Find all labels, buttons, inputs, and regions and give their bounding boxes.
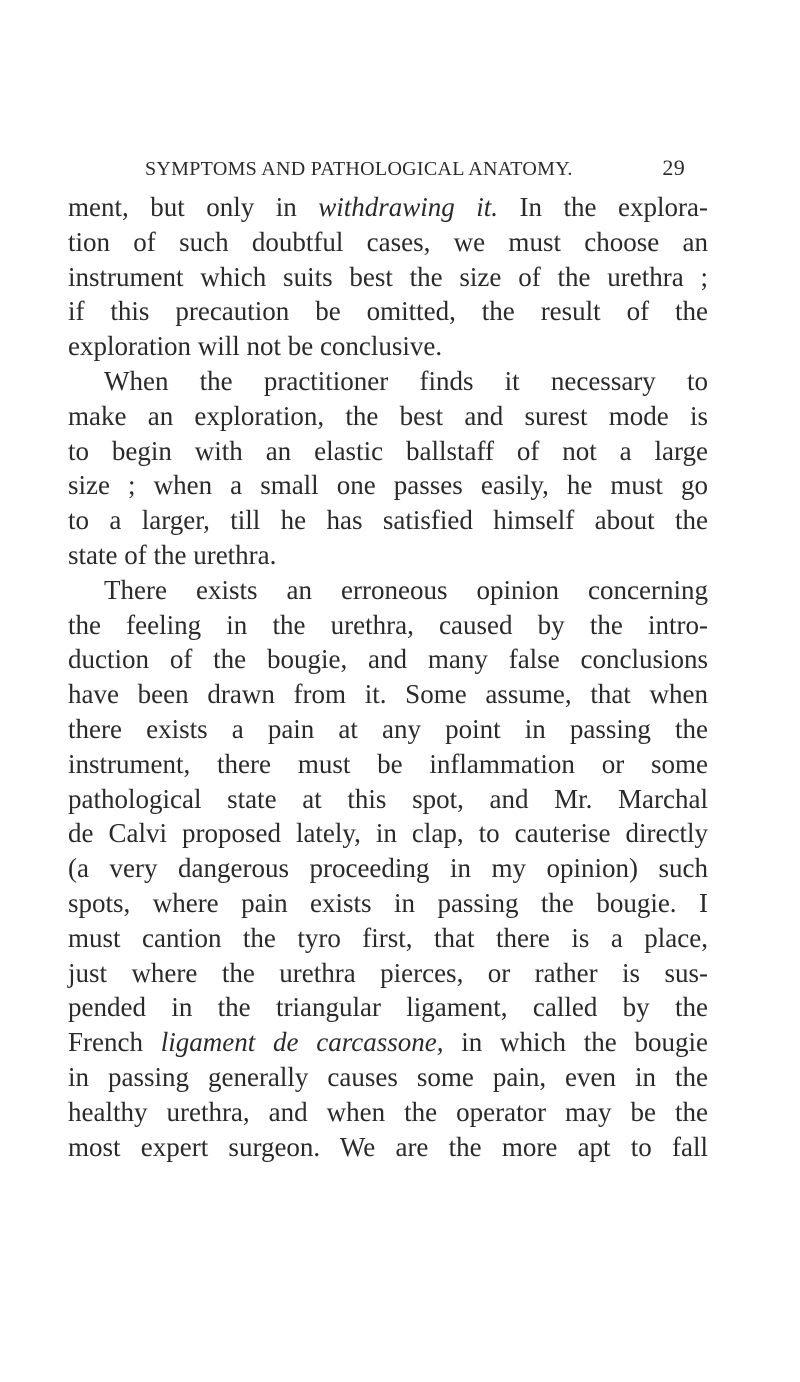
text-line: duction of the bougie, and many false conclusions xyxy=(68,644,708,675)
text-line: spots, where pain exists in passing the bougie. I xyxy=(68,887,708,918)
body-text xyxy=(68,190,708,1164)
running-head xyxy=(145,155,685,181)
text-line: instrument, there must be inflammation or some xyxy=(68,748,708,779)
text-line: instrument which suits best the size of the urethra ; xyxy=(68,261,708,292)
text-line: have been drawn from it. Some assume, that when xyxy=(68,679,708,710)
text-line: size ; when a small one passes easily, he must go xyxy=(68,470,708,501)
text-line: When the practitioner finds it necessary to xyxy=(104,365,708,396)
text-line: make an exploration, the best and surest mode is xyxy=(68,400,708,431)
text-line: tion of such doubtful cases, we must choose an xyxy=(68,226,708,257)
text-line: pathological state at this spot, and Mr. Marchal xyxy=(68,783,708,814)
text-line: exploration will not be conclusive. xyxy=(68,331,443,362)
text-line: to a larger, till he has satisfied himself about the xyxy=(68,505,708,536)
text-line: the feeling in the urethra, caused by the intro- xyxy=(68,609,708,640)
text-line: state of the urethra. xyxy=(68,539,277,570)
text-line: to begin with an elastic ballstaff of not a large xyxy=(68,435,708,466)
text-line: de Calvi proposed lately, in clap, to cauterise directly xyxy=(68,818,708,849)
text-line: just where the urethra pierces, or rather is sus- xyxy=(68,957,708,988)
running-head-title: SYMPTOMS AND PATHOLOGICAL ANATOMY. xyxy=(145,158,573,180)
text-line: There exists an erroneous opinion concerning xyxy=(104,574,708,605)
text-line: healthy urethra, and when the operator may be the xyxy=(68,1096,708,1127)
page-number: 29 xyxy=(662,155,685,180)
text-line: most expert surgeon. We are the more apt to fall xyxy=(68,1131,708,1162)
text-line: French ligament de carcassone, in which the bougie xyxy=(68,1027,708,1058)
text-line: if this precaution be omitted, the result of the xyxy=(68,296,708,327)
text-line: ment, but only in withdrawing it. In the explora- xyxy=(68,192,708,222)
text-line: there exists a pain at any point in passing the xyxy=(68,713,708,744)
text-line: pended in the triangular ligament, called by the xyxy=(68,992,708,1023)
text-line: (a very dangerous proceeding in my opinion) such xyxy=(68,853,708,884)
text-line: in passing generally causes some pain, even in the xyxy=(68,1061,708,1092)
text-line: must cantion the tyro first, that there is a place, xyxy=(68,922,708,953)
